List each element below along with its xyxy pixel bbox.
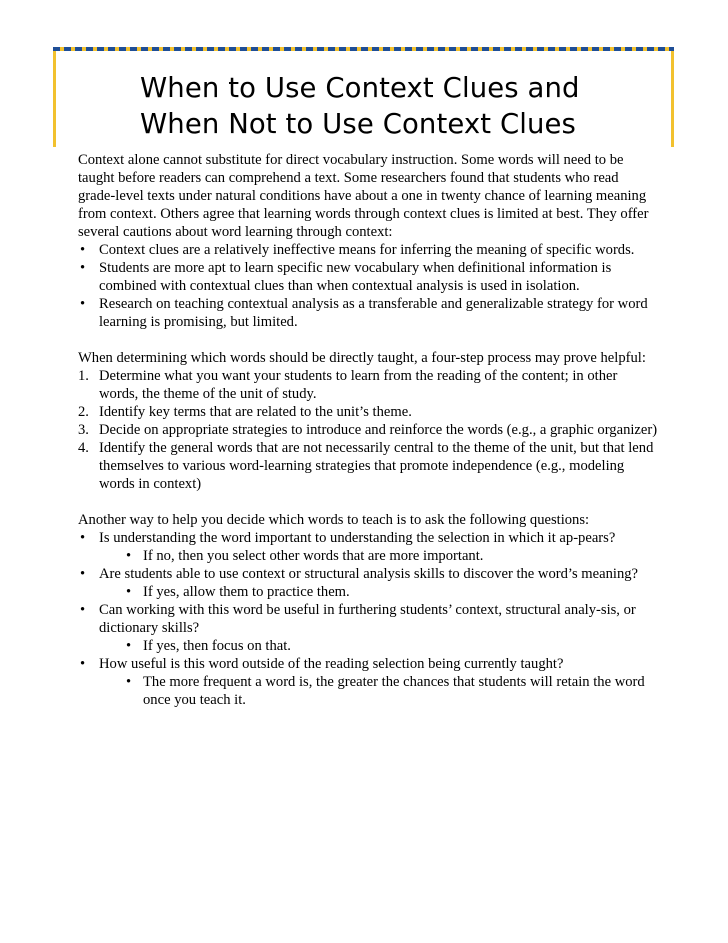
cautions-list <box>78 241 658 331</box>
process-intro: When determining which words should be directly taught, a four-step process may prove helpful: <box>78 350 646 366</box>
question-answer: • If yes, then focus on that. <box>99 637 658 655</box>
caution-item: • Students are more apt to learn specific new vocabulary when definitional information is combined with contextual clues than when contextual analysis is used in isolation. <box>78 259 658 295</box>
caution-item: • Context clues are a relatively ineffective means for inferring the meaning of specific words. <box>78 241 658 259</box>
step-item: 3. Decide on appropriate strategies to introduce and reinforce the words (e.g., a graphic organizer) <box>78 422 658 438</box>
document-body <box>78 151 658 709</box>
question-answer: • If no, then you select other words that are more important. <box>99 547 658 565</box>
step-item: 1. Determine what you want your students to learn from the reading of the content; in other words, the theme of the unit of study. <box>78 368 618 402</box>
title-box <box>53 47 674 147</box>
step-item: 2. Identify key terms that are related to the unit’s theme. <box>78 404 412 420</box>
question-item: • Are students able to use context or structural analysis skills to discover the word’s meaning? • If yes, allow them to practice them. <box>78 565 658 601</box>
step-item: 4. Identify the general words that are not necessarily central to the theme of the unit, but that lend themselves to various word-learning strategies that promote independence (e.g., modeling words in context) <box>78 440 654 492</box>
title-line-2: When Not to Use Context Clues <box>140 108 576 140</box>
question-answer: • If yes, allow them to practice them. <box>99 583 658 601</box>
question-item: • Is understanding the word important to understanding the selection in which it ap-pears? • If no, then you select other words that are more important. <box>78 529 658 565</box>
title-line-1: When to Use Context Clues and <box>140 72 580 104</box>
question-answer: • The more frequent a word is, the greater the chances that students will retain the word once you teach it. <box>99 673 658 709</box>
caution-item: • Research on teaching contextual analysis as a transferable and generalizable strategy for word learning is promising, but limited. <box>78 295 658 331</box>
steps-list <box>78 367 658 493</box>
questions-list <box>78 529 658 709</box>
question-item: • Can working with this word be useful in furthering students’ context, structural analy-sis, or dictionary skills? • If yes, then focus on that. <box>78 601 658 655</box>
question-item: • How useful is this word outside of the reading selection being currently taught? • The more frequent a word is, the greater the chances that students will retain the word once you teach it. <box>78 655 658 709</box>
questions-intro: Another way to help you decide which words to teach is to ask the following questions: <box>78 512 590 528</box>
page-title <box>140 70 580 142</box>
intro-paragraph: Context alone cannot substitute for direct vocabulary instruction. Some words will need to be taught before readers can comprehend a text. Some researchers found that students who read grade-level texts under natural conditions have about a one in twenty chance of learning meaning from context. Others agree that learning words through context clues is limited at best. They offer several cautions about word learning through context: <box>78 152 649 240</box>
